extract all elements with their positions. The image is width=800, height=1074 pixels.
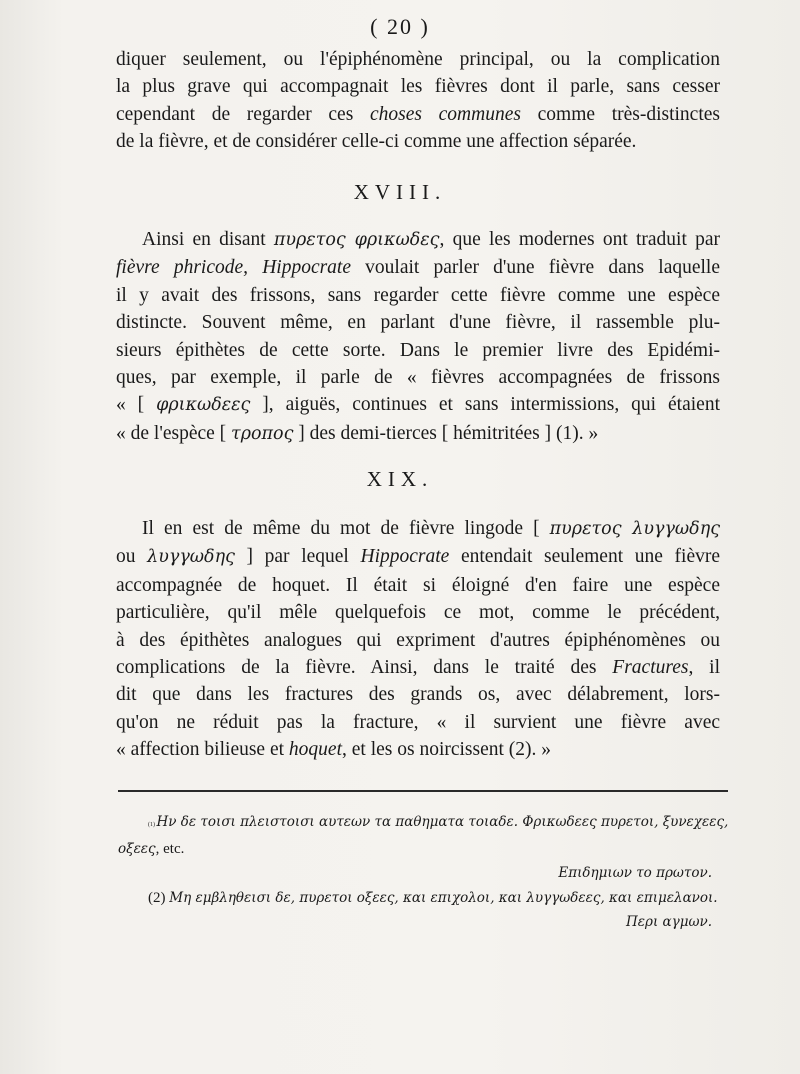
footnote-2 xyxy=(118,886,728,934)
footnote-divider xyxy=(118,790,728,792)
text-line: qu'on ne réduit pas la fracture, « il survient une fièvre avec xyxy=(116,711,720,733)
text-line: à des épithètes analogues qui expriment d'autres épiphénomènes ou xyxy=(116,629,720,651)
section-heading-18: XVIII. xyxy=(353,180,447,204)
text-line: il y avait des frissons, sans regarder cette fièvre comme une espèce xyxy=(116,284,720,306)
footnote-line: (1) Ην δε τοισι πλειστοισι αυτεων τα παθηματα τοιαδε. Φρικωδεες πυρετοι, ξυνεχεες, xyxy=(148,814,729,830)
footnote-line: (2) Μη εμβληθεισι δε, πυρετοι οξεες, και επιχολοι, και λυγγωδεες, και επιμελανοι. xyxy=(148,890,718,906)
paragraph-section-18 xyxy=(116,226,720,448)
footnote-line: οξεες, etc. xyxy=(118,841,185,857)
page-number: ( 20 ) xyxy=(370,14,430,39)
text-line: dit que dans les fractures des grands os, avec délabrement, lors- xyxy=(116,684,720,706)
text-line: ou λυγγωδης ] par lequel Hippocrate entendait seulement une fièvre xyxy=(116,546,720,568)
footnote-source: Επιδημιων το πρωτον. xyxy=(558,865,712,881)
text-line: fièvre phricode, Hippocrate voulait parler d'une fièvre dans laquelle xyxy=(116,257,720,279)
text-line: Il en est de même du mot de fièvre lingode [ πυρετος λυγγωδης xyxy=(142,518,721,539)
text-line: complications de la fièvre. Ainsi, dans le traité des Fractures, il xyxy=(116,657,720,679)
text-line: « de l'espèce [ τροπος ] des demi-tierces [ hémitritées ] (1). » xyxy=(116,422,599,444)
text-line: sieurs épithètes de cette sorte. Dans le premier livre des Epidémi- xyxy=(116,339,720,361)
text-line: distincte. Souvent même, en parlant d'une fièvre, il rassemble plu- xyxy=(116,312,720,334)
paragraph-intro xyxy=(116,46,720,156)
section-heading-19: XIX. xyxy=(366,467,434,491)
footnote-1 xyxy=(118,810,728,885)
text-line: de la fièvre, et de considérer celle-ci comme une affection séparée. xyxy=(116,131,637,153)
footnote-source: Περι αγμων. xyxy=(625,914,712,930)
text-line: diquer seulement, ou l'épiphénomène principal, ou la complication xyxy=(116,49,720,70)
text-line: « affection bilieuse et hoquet, et les os noircissent (2). » xyxy=(116,739,552,761)
text-line: ques, par exemple, il parle de « fièvres accompagnées de frissons xyxy=(116,367,720,389)
text-line: accompagnée de hoquet. Il était si éloigné d'en faire une espèce xyxy=(116,574,720,596)
text-line: particulière, qu'il mêle quelquefois ce mot, comme le précédent, xyxy=(116,602,720,624)
paragraph-section-19 xyxy=(116,515,720,764)
text-line: « [ φρικωδεες ], aiguës, continues et sans intermissions, qui étaient xyxy=(116,394,720,416)
text-line: cependant de regarder ces choses communes comme très-distinctes xyxy=(116,103,720,125)
text-line: la plus grave qui accompagnait les fièvres dont il parle, sans cesser xyxy=(116,76,720,98)
text-line: Ainsi en disant πυρετος φρικωδες, que les modernes ont traduit par xyxy=(142,229,720,250)
